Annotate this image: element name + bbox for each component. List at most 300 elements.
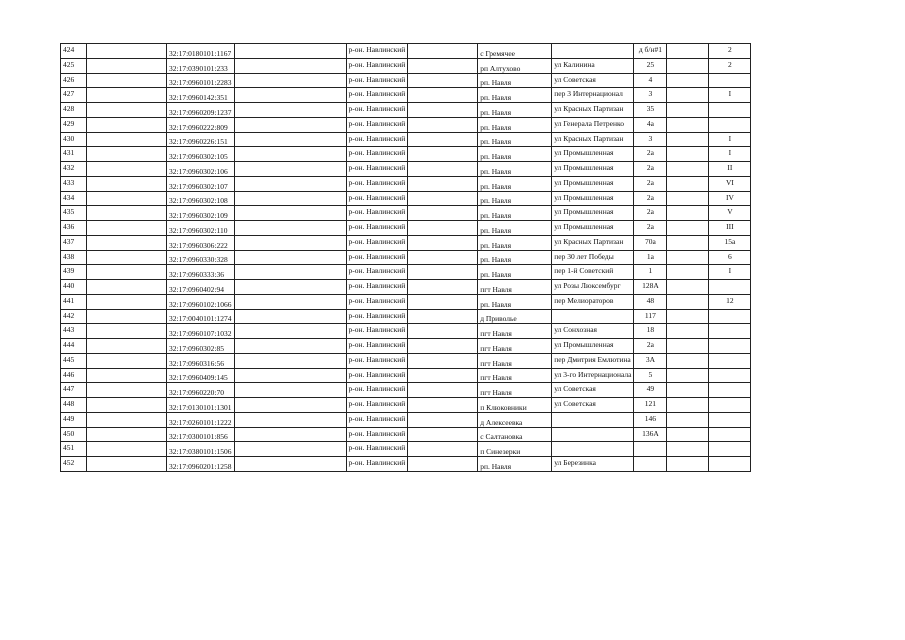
street-cell: ул Промышленная [552,162,634,177]
street-cell: ул Промышленная [552,191,634,206]
district-cell: р-он. Навлинский [346,294,408,309]
empty-cell [234,383,346,398]
empty-cell [234,412,346,427]
house-number-cell: 2а [634,191,667,206]
empty-cell [408,103,478,118]
house-number-cell: 5 [634,368,667,383]
empty-cell [408,294,478,309]
empty-cell [408,250,478,265]
district-cell: р-он. Навлинский [346,162,408,177]
street-cell: ул Промышленная [552,221,634,236]
settlement-cell: рп. Навля [478,162,552,177]
table-row [61,309,751,324]
empty-cell [408,398,478,413]
table-row [61,353,751,368]
empty-cell [667,457,709,472]
table-row [61,280,751,295]
empty-cell [87,58,167,73]
empty-cell [87,250,167,265]
row-number-cell: 452 [61,457,87,472]
street-cell: ул Промышленная [552,206,634,221]
empty-cell [87,162,167,177]
room-number-cell: I [709,265,751,280]
empty-cell [234,265,346,280]
empty-cell [667,368,709,383]
empty-cell [234,44,346,59]
cadastral-number-cell: 32:17:0180101:1167 [167,44,235,59]
empty-cell [87,44,167,59]
settlement-cell: рп. Навля [478,235,552,250]
settlement-cell: рп. Навля [478,221,552,236]
empty-cell [87,412,167,427]
empty-cell [87,206,167,221]
empty-cell [234,398,346,413]
room-number-cell [709,280,751,295]
settlement-cell: рп Алтухово [478,58,552,73]
house-number-cell: 3 [634,132,667,147]
room-number-cell [709,383,751,398]
empty-cell [87,88,167,103]
row-number-cell: 446 [61,368,87,383]
empty-cell [667,265,709,280]
table-row [61,457,751,472]
empty-cell [667,324,709,339]
empty-cell [667,235,709,250]
cadastral-number-cell: 32:17:0960142:351 [167,88,235,103]
empty-cell [667,221,709,236]
room-number-cell: I [709,132,751,147]
house-number-cell: 2а [634,176,667,191]
room-number-cell: 2 [709,44,751,59]
settlement-cell: рп. Навля [478,103,552,118]
house-number-cell: 4 [634,73,667,88]
table-row [61,88,751,103]
empty-cell [87,457,167,472]
register-table [60,43,751,472]
district-cell: р-он. Навлинский [346,132,408,147]
row-number-cell: 443 [61,324,87,339]
room-number-cell [709,442,751,457]
house-number-cell: 2а [634,221,667,236]
cadastral-number-cell: 32:17:0260101:1222 [167,412,235,427]
empty-cell [87,368,167,383]
row-number-cell: 439 [61,265,87,280]
row-number-cell: 428 [61,103,87,118]
room-number-cell [709,412,751,427]
settlement-cell: рп. Навля [478,176,552,191]
table-row [61,117,751,132]
empty-cell [667,206,709,221]
street-cell: ул Промышленная [552,339,634,354]
table-row [61,265,751,280]
street-cell [552,442,634,457]
street-cell: ул Сонхозная [552,324,634,339]
empty-cell [408,353,478,368]
district-cell: р-он. Навлинский [346,191,408,206]
street-cell: ул Калинина [552,58,634,73]
settlement-cell: пгт Навля [478,368,552,383]
district-cell: р-он. Навлинский [346,206,408,221]
district-cell: р-он. Навлинский [346,176,408,191]
empty-cell [234,162,346,177]
empty-cell [87,147,167,162]
street-cell: пер 1-й Советский [552,265,634,280]
house-number-cell: 4а [634,117,667,132]
district-cell: р-он. Навлинский [346,368,408,383]
street-cell: пер 3 Интернационал [552,88,634,103]
house-number-cell: 117 [634,309,667,324]
empty-cell [667,176,709,191]
table-row [61,221,751,236]
house-number-cell: 2а [634,339,667,354]
empty-cell [87,191,167,206]
house-number-cell [634,457,667,472]
cadastral-number-cell: 32:17:0960302:105 [167,147,235,162]
district-cell: р-он. Навлинский [346,250,408,265]
cadastral-number-cell: 32:17:0960302:106 [167,162,235,177]
row-number-cell: 434 [61,191,87,206]
district-cell: р-он. Навлинский [346,88,408,103]
empty-cell [87,176,167,191]
empty-cell [667,147,709,162]
room-number-cell: II [709,162,751,177]
table-row [61,368,751,383]
empty-cell [408,44,478,59]
empty-cell [667,103,709,118]
cadastral-number-cell: 32:17:0960302:109 [167,206,235,221]
room-number-cell [709,309,751,324]
row-number-cell: 426 [61,73,87,88]
district-cell: р-он. Навлинский [346,280,408,295]
house-number-cell: 25 [634,58,667,73]
cadastral-number-cell: 32:17:0960107:1032 [167,324,235,339]
settlement-cell: пгт Навля [478,383,552,398]
cadastral-number-cell: 32:17:0960226:151 [167,132,235,147]
table-row [61,398,751,413]
empty-cell [667,191,709,206]
cadastral-number-cell: 32:17:0960316:56 [167,353,235,368]
empty-cell [408,280,478,295]
empty-cell [408,191,478,206]
cadastral-number-cell: 32:17:0390101:233 [167,58,235,73]
cadastral-number-cell: 32:17:0960101:2283 [167,73,235,88]
room-number-cell: 2 [709,58,751,73]
settlement-cell: рп. Навля [478,88,552,103]
cadastral-number-cell: 32:17:0960302:85 [167,339,235,354]
empty-cell [667,280,709,295]
house-number-cell: 3 [634,88,667,103]
table-row [61,427,751,442]
room-number-cell: V [709,206,751,221]
district-cell: р-он. Навлинский [346,221,408,236]
house-number-cell: д б/н#1 [634,44,667,59]
row-number-cell: 424 [61,44,87,59]
table-row [61,442,751,457]
district-cell: р-он. Навлинский [346,309,408,324]
empty-cell [87,280,167,295]
table-row [61,339,751,354]
district-cell: р-он. Навлинский [346,412,408,427]
empty-cell [234,368,346,383]
row-number-cell: 451 [61,442,87,457]
room-number-cell: I [709,147,751,162]
district-cell: р-он. Навлинский [346,398,408,413]
district-cell: р-он. Навлинский [346,339,408,354]
cadastral-number-cell: 32:17:0960222:809 [167,117,235,132]
district-cell: р-он. Навлинский [346,44,408,59]
street-cell: ул Березинка [552,457,634,472]
empty-cell [87,117,167,132]
empty-cell [234,73,346,88]
row-number-cell: 425 [61,58,87,73]
empty-cell [234,235,346,250]
room-number-cell: 6 [709,250,751,265]
table-row [61,176,751,191]
table-row [61,294,751,309]
cadastral-number-cell: 32:17:0960201:1258 [167,457,235,472]
settlement-cell: рп. Навля [478,117,552,132]
room-number-cell [709,398,751,413]
empty-cell [87,235,167,250]
table-row [61,235,751,250]
empty-cell [87,383,167,398]
street-cell: пер 30 лет Победы [552,250,634,265]
empty-cell [667,294,709,309]
room-number-cell [709,73,751,88]
empty-cell [234,309,346,324]
table-row [61,58,751,73]
empty-cell [667,88,709,103]
row-number-cell: 447 [61,383,87,398]
settlement-cell: с Салтановка [478,427,552,442]
cadastral-number-cell: 32:17:0040101:1274 [167,309,235,324]
house-number-cell [634,442,667,457]
district-cell: р-он. Навлинский [346,324,408,339]
house-number-cell: 2а [634,147,667,162]
empty-cell [408,457,478,472]
cadastral-number-cell: 32:17:0300101:856 [167,427,235,442]
row-number-cell: 450 [61,427,87,442]
street-cell: ул 3-го Интернационала [552,368,634,383]
empty-cell [408,73,478,88]
empty-cell [667,309,709,324]
empty-cell [234,191,346,206]
house-number-cell: 3А [634,353,667,368]
cadastral-number-cell: 32:17:0960409:145 [167,368,235,383]
street-cell: ул Советская [552,398,634,413]
cadastral-number-cell: 32:17:0960330:328 [167,250,235,265]
row-number-cell: 442 [61,309,87,324]
street-cell [552,309,634,324]
row-number-cell: 438 [61,250,87,265]
table-row [61,324,751,339]
empty-cell [408,442,478,457]
empty-cell [408,412,478,427]
table-row [61,383,751,398]
room-number-cell [709,103,751,118]
district-cell: р-он. Навлинский [346,442,408,457]
empty-cell [234,117,346,132]
district-cell: р-он. Навлинский [346,427,408,442]
settlement-cell: пгт Навля [478,280,552,295]
street-cell [552,44,634,59]
house-number-cell: 18 [634,324,667,339]
house-number-cell: 146 [634,412,667,427]
empty-cell [234,58,346,73]
register-rows [61,44,751,472]
room-number-cell [709,353,751,368]
empty-cell [234,221,346,236]
empty-cell [667,73,709,88]
row-number-cell: 441 [61,294,87,309]
cadastral-number-cell: 32:17:0960306:222 [167,235,235,250]
district-cell: р-он. Навлинский [346,117,408,132]
settlement-cell: рп. Навля [478,206,552,221]
empty-cell [408,162,478,177]
row-number-cell: 432 [61,162,87,177]
empty-cell [667,412,709,427]
district-cell: р-он. Навлинский [346,235,408,250]
empty-cell [234,132,346,147]
empty-cell [408,147,478,162]
row-number-cell: 449 [61,412,87,427]
empty-cell [234,280,346,295]
table-row [61,250,751,265]
row-number-cell: 436 [61,221,87,236]
district-cell: р-он. Навлинский [346,147,408,162]
district-cell: р-он. Навлинский [346,457,408,472]
empty-cell [408,221,478,236]
empty-cell [408,339,478,354]
house-number-cell: 70а [634,235,667,250]
empty-cell [408,427,478,442]
empty-cell [667,427,709,442]
street-cell: ул Красных Партизан [552,103,634,118]
empty-cell [87,265,167,280]
empty-cell [87,221,167,236]
cadastral-number-cell: 32:17:0960220:70 [167,383,235,398]
cadastral-number-cell: 32:17:0960302:110 [167,221,235,236]
empty-cell [408,383,478,398]
street-cell: ул Советская [552,73,634,88]
cadastral-number-cell: 32:17:0960402:94 [167,280,235,295]
settlement-cell: д Приволье [478,309,552,324]
settlement-cell: рп. Навля [478,294,552,309]
empty-cell [234,442,346,457]
empty-cell [667,117,709,132]
settlement-cell: рп. Навля [478,265,552,280]
row-number-cell: 435 [61,206,87,221]
empty-cell [667,442,709,457]
cadastral-number-cell: 32:17:0960102:1066 [167,294,235,309]
empty-cell [234,339,346,354]
empty-cell [408,206,478,221]
empty-cell [87,442,167,457]
row-number-cell: 444 [61,339,87,354]
empty-cell [234,324,346,339]
empty-cell [234,353,346,368]
empty-cell [234,206,346,221]
empty-cell [667,383,709,398]
empty-cell [87,339,167,354]
house-number-cell: 35 [634,103,667,118]
street-cell: ул Промышленная [552,176,634,191]
settlement-cell: д Алексеевка [478,412,552,427]
empty-cell [234,103,346,118]
street-cell: ул Красных Партизан [552,132,634,147]
empty-cell [87,324,167,339]
room-number-cell [709,339,751,354]
row-number-cell: 448 [61,398,87,413]
table-row [61,103,751,118]
empty-cell [408,324,478,339]
room-number-cell: III [709,221,751,236]
empty-cell [87,73,167,88]
table-row [61,206,751,221]
empty-cell [408,117,478,132]
street-cell [552,427,634,442]
table-row [61,191,751,206]
empty-cell [408,368,478,383]
district-cell: р-он. Навлинский [346,265,408,280]
table-row [61,73,751,88]
street-cell [552,412,634,427]
empty-cell [87,309,167,324]
street-cell: ул Розы Люксембург [552,280,634,295]
row-number-cell: 429 [61,117,87,132]
street-cell: ул Промышленная [552,147,634,162]
cadastral-number-cell: 32:17:0960302:107 [167,176,235,191]
room-number-cell: 12 [709,294,751,309]
settlement-cell: рп. Навля [478,191,552,206]
settlement-cell: с Гремячее [478,44,552,59]
empty-cell [234,427,346,442]
house-number-cell: 1 [634,265,667,280]
house-number-cell: 2а [634,206,667,221]
house-number-cell: 48 [634,294,667,309]
settlement-cell: пгт Навля [478,353,552,368]
empty-cell [667,339,709,354]
empty-cell [667,398,709,413]
empty-cell [234,176,346,191]
empty-cell [667,58,709,73]
room-number-cell: 15а [709,235,751,250]
house-number-cell: 128А [634,280,667,295]
empty-cell [234,250,346,265]
district-cell: р-он. Навлинский [346,353,408,368]
row-number-cell: 430 [61,132,87,147]
room-number-cell: I [709,88,751,103]
room-number-cell: IV [709,191,751,206]
empty-cell [408,265,478,280]
house-number-cell: 121 [634,398,667,413]
empty-cell [87,103,167,118]
house-number-cell: 2а [634,162,667,177]
house-number-cell: 1а [634,250,667,265]
empty-cell [87,132,167,147]
row-number-cell: 440 [61,280,87,295]
room-number-cell: VI [709,176,751,191]
table-row [61,147,751,162]
empty-cell [667,250,709,265]
settlement-cell: рп. Навля [478,250,552,265]
empty-cell [667,162,709,177]
house-number-cell: 136А [634,427,667,442]
cadastral-number-cell: 32:17:0960209:1237 [167,103,235,118]
district-cell: р-он. Навлинский [346,73,408,88]
cadastral-number-cell: 32:17:0130101:1301 [167,398,235,413]
empty-cell [667,44,709,59]
